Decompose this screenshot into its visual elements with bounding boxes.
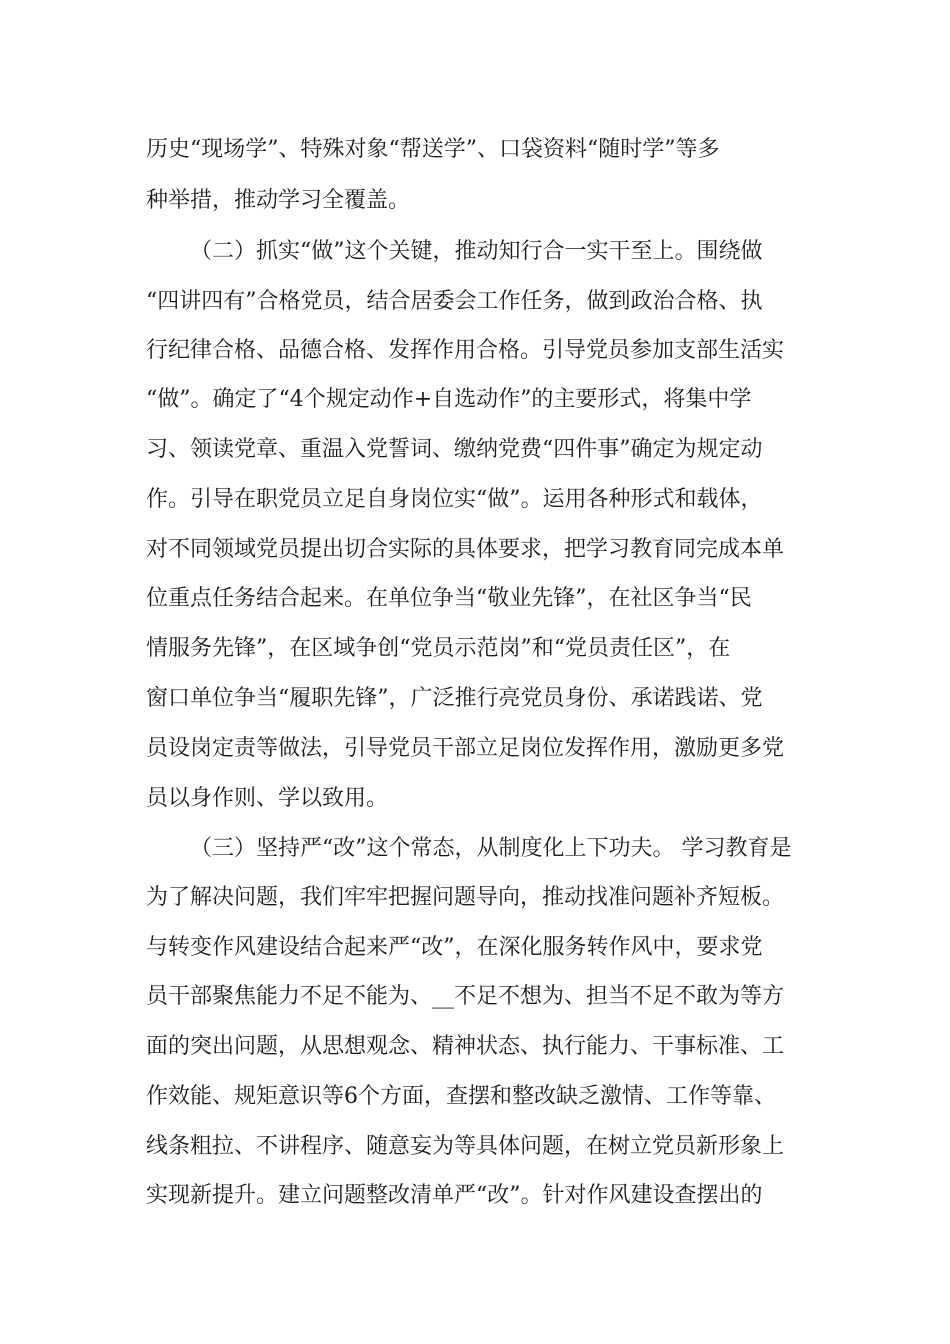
text-line: 员干部聚焦能力不足不能为、__不足不想为、担当不足不敢为等方: [146, 984, 785, 1009]
text-line: 实现新提升。建立问题整改清单严“改”。针对作风建设查摆出的: [146, 1183, 763, 1208]
text-line: 线条粗拉、不讲程序、随意妄为等具体问题，在树立党员新形象上: [146, 1134, 785, 1159]
text-line: 面的突出问题，从思想观念、精神状态、执行能力、干事标准、工: [146, 1034, 785, 1059]
text-line: 员设岗定责等做法，引导党员干部立足岗位发挥作用，激励更多党: [146, 736, 785, 761]
text-line: 种举措，推动学习全覆盖。: [146, 188, 411, 213]
text-line: 习、领读党章、重温入党誓词、缴纳党费“四件事”确定为规定动: [146, 437, 763, 462]
text-line: 与转变作风建设结合起来严“改”，在深化服务转作风中，要求党: [146, 935, 763, 960]
text-line: （二）抓实“做”这个关键，推动知行合一实干至上。围绕做: [190, 239, 763, 264]
text-line: 对不同领域党员提出切合实际的具体要求，把学习教育同完成本单: [146, 537, 785, 562]
text-line: 员以身作则、学以致用。: [146, 786, 389, 811]
text-line: 窗口单位争当“履职先锋”，广泛推行亮党员身份、承诺践诺、党: [146, 686, 763, 711]
text-line: 为了解决问题，我们牢牢把握问题导向，推动找准问题补齐短板。: [146, 885, 785, 910]
text-line: 情服务先锋”，在区域争创“党员示范岗”和“党员责任区”，在: [146, 636, 731, 661]
text-line: 行纪律合格、品德合格、发挥作用合格。引导党员参加支部生活实: [146, 338, 785, 363]
text-line: “四讲四有”合格党员，结合居委会工作任务，做到政治合格、执: [146, 289, 763, 314]
text-line: 作效能、规矩意识等6个方面，查摆和整改缺乏激情、工作等靠、: [146, 1084, 776, 1109]
text-line: “做”。确定了“4个规定动作+自选动作”的主要形式，将集中学: [146, 387, 752, 412]
text-line: 作。引导在职党员立足自身岗位实“做”。运用各种形式和载体，: [146, 487, 763, 512]
text-line: （三）坚持严“改”这个常态，从制度化上下功夫。 学习教育是: [190, 836, 792, 861]
text-line: 历史“现场学”、特殊对象“帮送学”、口袋资料“随时学”等多: [146, 137, 720, 162]
text-line: 位重点任务结合起来。在单位争当“敬业先锋”，在社区争当“民: [146, 586, 752, 611]
